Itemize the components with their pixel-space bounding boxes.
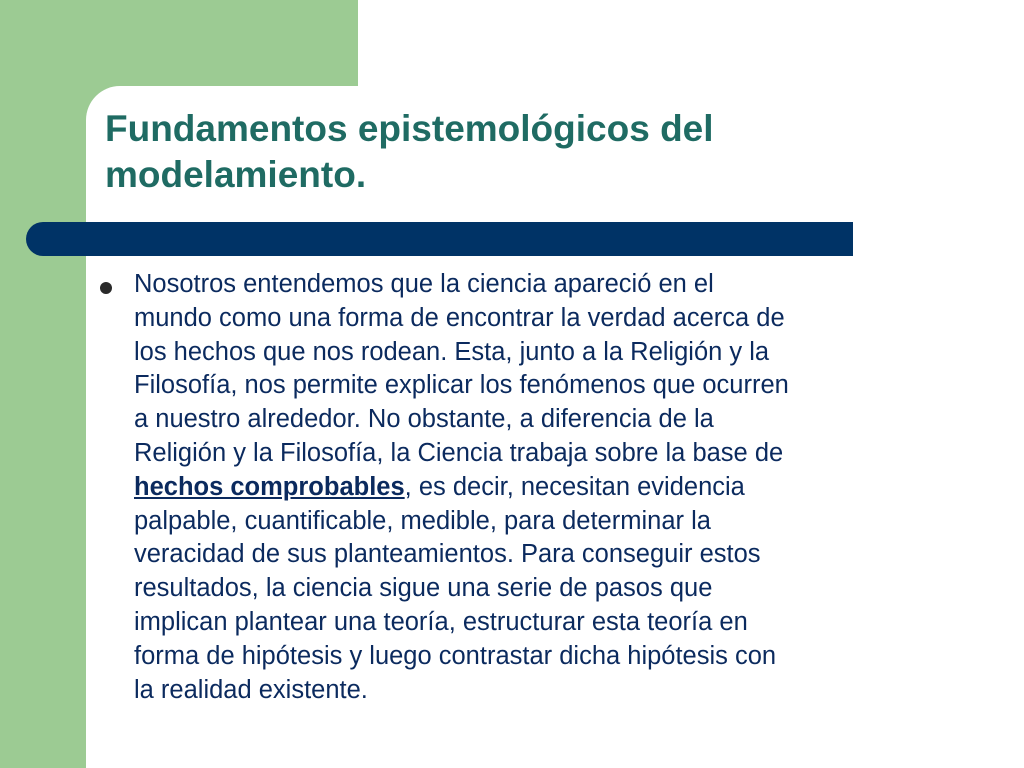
bullet-item — [96, 268, 956, 707]
bullet-list — [96, 268, 956, 707]
paragraph-line: forma de hipótesis y luego contrastar dicha hipótesis con — [134, 641, 777, 670]
paragraph-line: Filosofía, nos permite explicar los fenómenos que ocurren — [134, 371, 789, 400]
paragraph-line: palpable, cuantificable, medible, para determinar la — [134, 506, 711, 535]
slide-title-line: Fundamentos epistemológicos del — [105, 108, 714, 149]
slide-title — [105, 106, 905, 198]
paragraph-line: la realidad existente. — [134, 675, 368, 704]
paragraph-line: veracidad de sus planteamientos. Para conseguir estos — [134, 540, 761, 569]
paragraph-line: Nosotros entendemos que la ciencia apareció en el — [134, 270, 714, 298]
bullet-paragraph — [134, 268, 956, 707]
emphasized-term: hechos comprobables — [134, 472, 405, 501]
paragraph-line — [134, 471, 956, 505]
title-divider-bar — [26, 222, 853, 256]
paragraph-line-rest: , es decir, necesitan evidencia — [404, 472, 745, 501]
paragraph-line: mundo como una forma de encontrar la verdad acerca de — [134, 303, 785, 332]
paragraph-line: resultados, la ciencia sigue una serie de pasos que — [134, 574, 713, 603]
paragraph-line: implican plantear una teoría, estructurar esta teoría en — [134, 607, 748, 636]
paragraph-line: Religión y la Filosofía, la Ciencia trabaja sobre la base de — [134, 438, 784, 467]
paragraph-line: a nuestro alrededor. No obstante, a diferencia de la — [134, 405, 714, 434]
slide-title-line: modelamiento. — [105, 154, 367, 195]
paragraph-line: los hechos que nos rodean. Esta, junto a la Religión y la — [134, 337, 770, 366]
bullet-dot-icon — [100, 282, 112, 294]
